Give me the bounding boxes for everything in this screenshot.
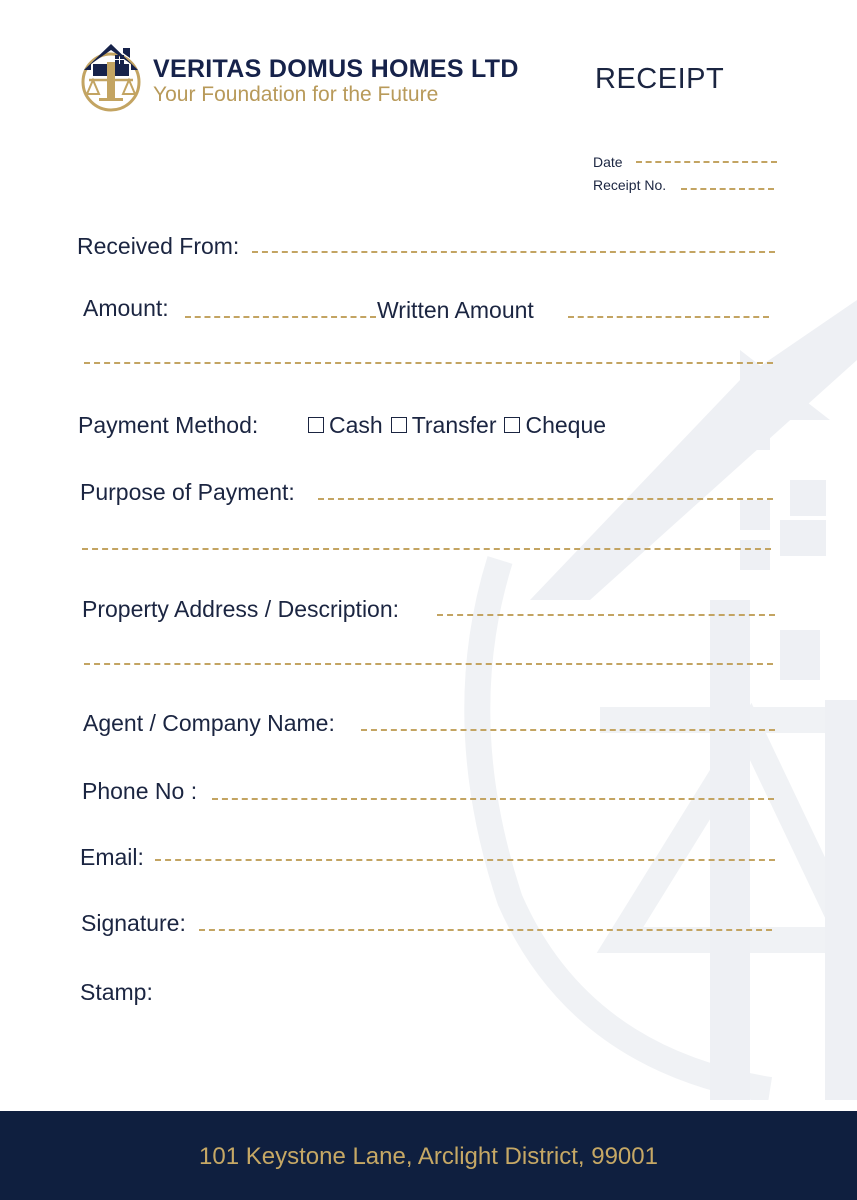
property-field-line[interactable] bbox=[437, 614, 775, 616]
payment-method-options bbox=[308, 412, 614, 439]
signature-label: Signature: bbox=[81, 910, 186, 936]
email-label: Email: bbox=[80, 844, 144, 870]
amount-label: Amount: bbox=[83, 295, 169, 321]
cheque-label: Cheque bbox=[525, 412, 607, 438]
stamp-label: Stamp: bbox=[80, 979, 153, 1005]
receipt-no-field-line[interactable] bbox=[681, 188, 774, 190]
receipt-no-label: Receipt No. bbox=[593, 177, 667, 193]
cheque-checkbox-icon[interactable] bbox=[504, 417, 520, 433]
cash-label: Cash bbox=[329, 412, 383, 438]
payment-method-label: Payment Method: bbox=[78, 412, 259, 438]
amount-field-line[interactable] bbox=[185, 316, 376, 318]
receipt-title: RECEIPT bbox=[595, 63, 725, 95]
signature-field-line[interactable] bbox=[199, 929, 772, 931]
option-cheque[interactable] bbox=[504, 412, 606, 438]
agent-label: Agent / Company Name: bbox=[83, 710, 335, 736]
purpose-field-line[interactable] bbox=[318, 498, 773, 500]
agent-field-line[interactable] bbox=[361, 729, 775, 731]
purpose-field-line-2[interactable] bbox=[82, 548, 771, 550]
written-amount-field-line-2[interactable] bbox=[84, 362, 773, 364]
company-logo-icon bbox=[79, 40, 143, 114]
received-from-field-line[interactable] bbox=[252, 251, 775, 253]
option-cash[interactable] bbox=[308, 412, 383, 438]
property-field-line-2[interactable] bbox=[84, 663, 773, 665]
footer-address: 101 Keystone Lane, Arclight District, 99001 bbox=[199, 1143, 658, 1170]
company-tagline: Your Foundation for the Future bbox=[153, 83, 439, 106]
phone-field-line[interactable] bbox=[212, 798, 774, 800]
cash-checkbox-icon[interactable] bbox=[308, 417, 324, 433]
footer-bar bbox=[0, 1111, 857, 1200]
phone-label: Phone No : bbox=[82, 778, 198, 804]
transfer-checkbox-icon[interactable] bbox=[391, 417, 407, 433]
date-label: Date bbox=[593, 154, 623, 170]
option-transfer[interactable] bbox=[391, 412, 497, 438]
written-amount-label: Written Amount bbox=[377, 297, 534, 323]
received-from-label: Received From: bbox=[77, 233, 240, 259]
email-field-line[interactable] bbox=[155, 859, 775, 861]
company-name: VERITAS DOMUS HOMES LTD bbox=[153, 55, 519, 83]
written-amount-field-line[interactable] bbox=[568, 316, 769, 318]
transfer-label: Transfer bbox=[411, 412, 497, 438]
date-field-line[interactable] bbox=[636, 161, 777, 163]
property-label: Property Address / Description: bbox=[82, 596, 400, 622]
purpose-label: Purpose of Payment: bbox=[80, 479, 295, 505]
